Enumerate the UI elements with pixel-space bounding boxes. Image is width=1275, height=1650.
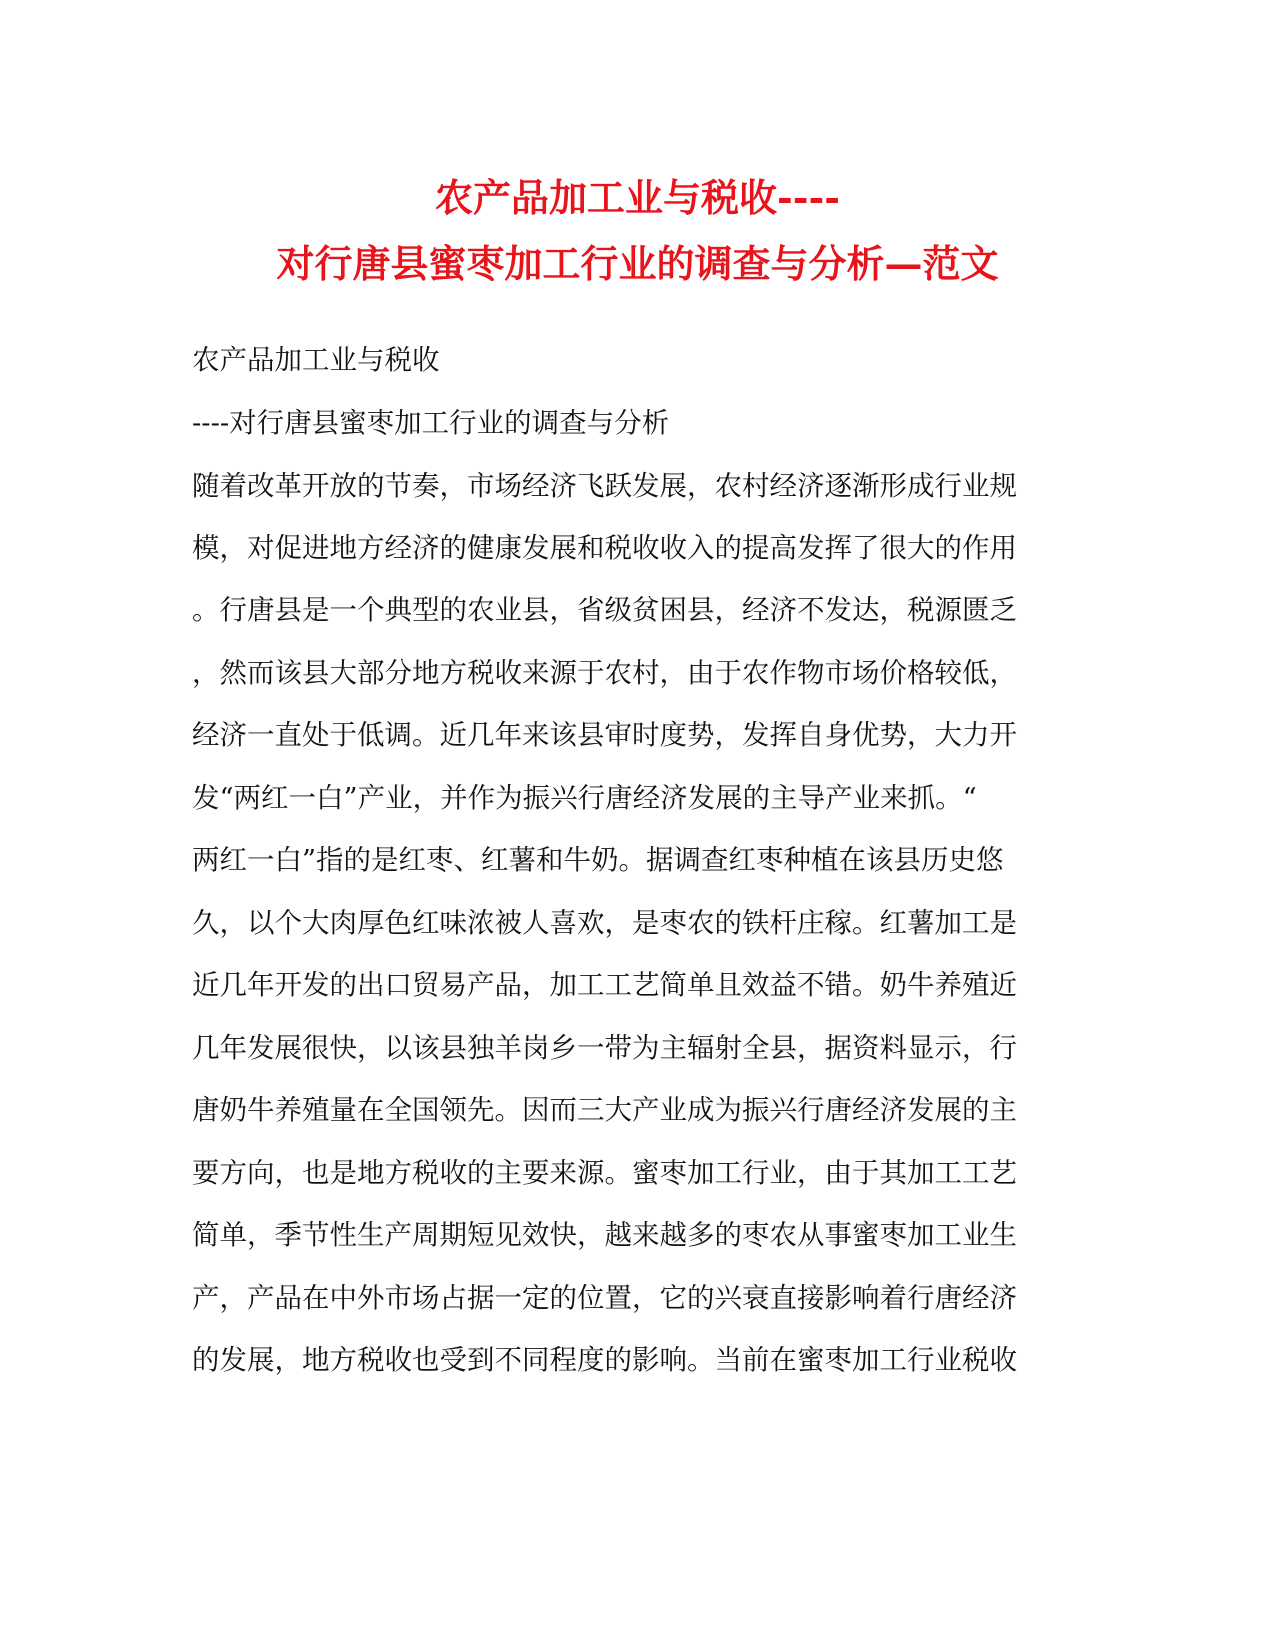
- subtitle-line-2: ----对行唐县蜜枣加工行业的调查与分析: [192, 407, 670, 439]
- document-title-line-1: 农产品加工业与税收----: [434, 175, 841, 220]
- paragraph-line: 随着改革开放的节奏，市场经济飞跃发展，农村经济逐渐形成行业规: [192, 470, 1017, 502]
- paragraph-line: 产，产品在中外市场占据一定的位置，它的兴衰直接影响着行唐经济: [192, 1282, 1017, 1314]
- subtitle-line-1: 农产品加工业与税收: [192, 344, 440, 376]
- paragraph-line: 近几年开发的出口贸易产品，加工工艺简单且效益不错。奶牛养殖近: [192, 969, 1017, 1001]
- paragraph-line: 经济一直处于低调。近几年来该县审时度势，发挥自身优势，大力开: [192, 719, 1017, 751]
- paragraph-line: 两红一白”指的是红枣、红薯和牛奶。据调查红枣种植在该县历史悠: [192, 844, 1004, 876]
- document-title-line-2: 对行唐县蜜枣加工行业的调查与分析—范文: [276, 241, 999, 286]
- paragraph-line: 模，对促进地方经济的健康发展和税收收入的提高发挥了很大的作用: [192, 532, 1017, 564]
- paragraph-line: 几年发展很快，以该县独羊岗乡一带为主辐射全县，据资料显示，行: [192, 1032, 1017, 1064]
- paragraph-line: 久，以个大肉厚色红味浓被人喜欢，是枣农的铁杆庄稼。红薯加工是: [192, 907, 1017, 939]
- paragraph-line: 的发展，地方税收也受到不同程度的影响。当前在蜜枣加工行业税收: [192, 1344, 1017, 1376]
- paragraph-line: 简单，季节性生产周期短见效快，越来越多的枣农从事蜜枣加工业生: [192, 1219, 1017, 1251]
- document-body: [192, 0, 1072, 1650]
- paragraph-line: 唐奶牛养殖量在全国领先。因而三大产业成为振兴行唐经济发展的主: [192, 1094, 1017, 1126]
- paragraph-line: 要方向，也是地方税收的主要来源。蜜枣加工行业，由于其加工工艺: [192, 1157, 1017, 1189]
- paragraph-line: ，然而该县大部分地方税收来源于农村，由于农作物市场价格较低，: [192, 657, 1017, 689]
- paragraph-line: 。行唐县是一个典型的农业县，省级贫困县，经济不发达，税源匮乏: [192, 594, 1017, 626]
- paragraph-line: 发“两红一白”产业，并作为振兴行唐经济发展的主导产业来抓。“: [192, 782, 977, 814]
